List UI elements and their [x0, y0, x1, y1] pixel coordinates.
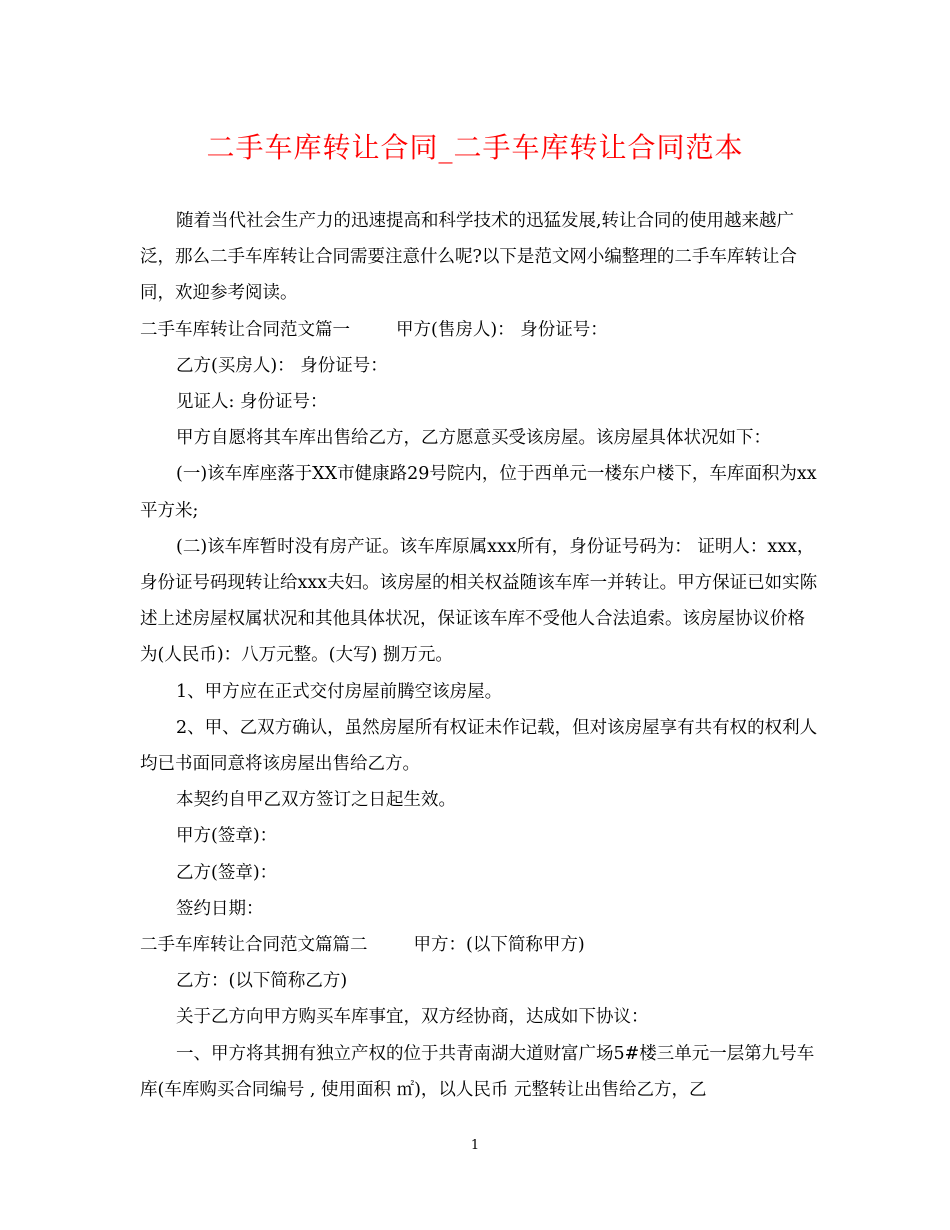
sample1-heading: 二手车库转让合同范文篇一: [140, 319, 350, 340]
sample1-witness: 见证人: 身份证号：: [176, 392, 328, 413]
sample1-paragraph-4: 1、甲方应在正式交付房屋前腾空该房屋。: [176, 681, 503, 702]
sample2-party-a: 甲方：(以下简称甲方): [413, 935, 585, 956]
intro-paragraph: 随着当代社会生产力的迅速提高和科学技术的迅猛发展,转让合同的使用越来越广泛，那么二手车库转让合同需要注意什么呢?以下是范文网小编整理的二手车库转让合同，欢迎参考阅读。: [140, 211, 797, 304]
sample2-heading: 二手车库转让合同范文篇篇二: [140, 935, 368, 956]
sample2-party-b: 乙方：(以下简称乙方): [176, 971, 348, 992]
sample1-sign-a: 甲方(签章)：: [176, 826, 278, 847]
sample1-party-b: 乙方(买房人)： 身份证号：: [176, 355, 388, 376]
document-title: 二手车库转让合同_二手车库转让合同范本: [206, 131, 744, 164]
sample1-paragraph-2: (一)该车库座落于XX市健康路29号院内，位于西单元一楼东户楼下，车库面积为xx 平方米;: [140, 464, 817, 521]
sample1-party-a: 甲方(售房人)： 身份证号：: [396, 319, 608, 340]
sample1-paragraph-1: 甲方自愿将其车库出售给乙方，乙方愿意买受该房屋。该房屋具体状况如下：: [176, 428, 771, 449]
sample1-heading-line: [140, 312, 820, 348]
sample1-paragraph-6: 本契约自甲乙双方签订之日起生效。: [176, 790, 456, 811]
page-number: 1: [470, 1138, 480, 1153]
sample1-sign-date: 签约日期：: [176, 898, 264, 919]
sample2-paragraph-2: 一、甲方将其拥有独立产权的位于共青南湖大道财富广场5#楼三单元一层第九号车库(车库购买合同编号 , 使用面积 ㎡)，以人民币 元整转让出售给乙方，乙: [140, 1043, 815, 1100]
sample1-paragraph-5: 2、甲、乙双方确认，虽然房屋所有权证未作记载，但对该房屋享有共有权的权利人均已书面同意将该房屋出售给乙方。: [140, 717, 818, 775]
sample2-paragraph-1: 关于乙方向甲方购买车库事宜，双方经协商，达成如下协议：: [176, 1007, 649, 1028]
document-body: [140, 203, 820, 1108]
sample2-heading-line: [140, 927, 820, 963]
sample1-sign-b: 乙方(签章)：: [176, 862, 278, 883]
sample1-paragraph-3: (二)该车库暂时没有房产证。该车库原属xxx所有，身份证号码为： 证明人：xxx，身份证号码现转让给xxx夫妇。该房屋的相关权益随该车库一并转让。甲方保证已如实陈述上述房屋权属状况和其他具体状况，保证该车库不受他人合法追索。该房屋协议价格为(人民币)：八万元整。(大写) 捌万元。: [140, 536, 818, 666]
